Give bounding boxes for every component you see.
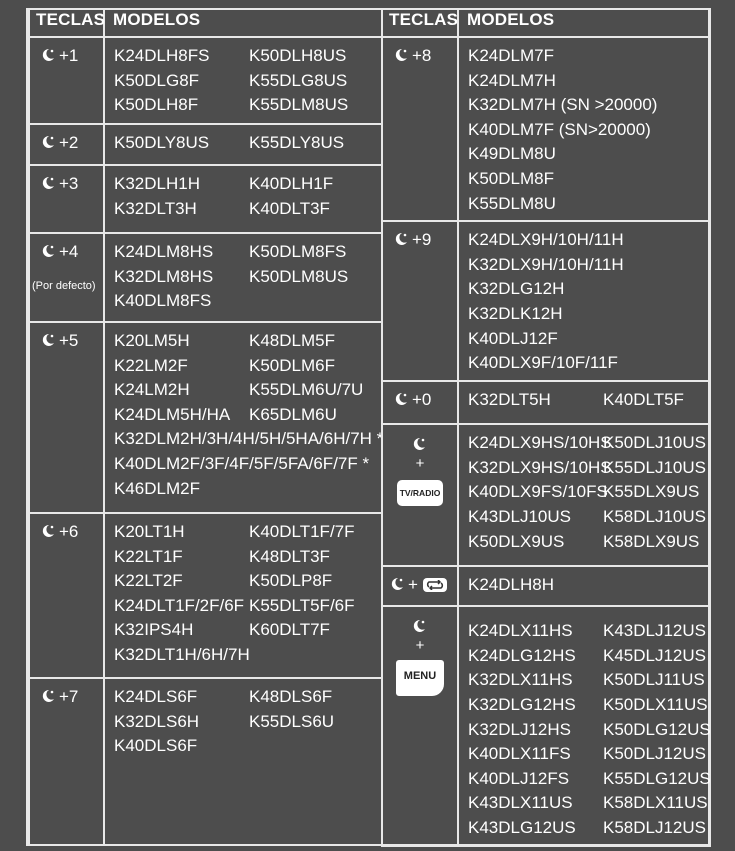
model-name: +5 (59, 331, 79, 350)
model-name: K58DLX9US (603, 531, 700, 551)
model-name: K40DLM2F/3F/4F/5F/5FA/6F/7F * (114, 453, 370, 473)
model-name: K40DLJ12FS (468, 768, 570, 788)
model-name: K24DLM5H/HA (114, 404, 231, 424)
model-name: K55DLJ10US (603, 457, 707, 477)
model-name: K50DLH8US (249, 46, 347, 65)
model-name: K48DLT3F (249, 546, 330, 566)
models-grid (114, 172, 381, 221)
model-name: K50DLH8F (114, 95, 199, 115)
models-grid (114, 685, 381, 759)
model-name: K24DLX9HS/10HS (468, 433, 612, 453)
model-name: K50DLG8F (114, 70, 200, 90)
model-name: K43DLX11US (468, 793, 573, 813)
model-name: K40DLT5F (603, 390, 684, 410)
moon-icon (40, 243, 56, 259)
model-name: K50DLG12US (603, 719, 711, 739)
model-name: K32DLK12H (468, 303, 563, 323)
model-name: +8 (412, 46, 432, 65)
key-cell (382, 381, 458, 424)
table-row (29, 678, 382, 845)
model-name: K55DLS6U (249, 711, 335, 731)
table-row (29, 37, 382, 124)
model-name: K24DLH8FS (114, 46, 210, 65)
table-row (382, 381, 710, 424)
model-name: K32DLJ12HS (468, 719, 572, 739)
model-name: K40DLM8FS (114, 291, 212, 311)
model-name: K55DLT5F/6F (249, 595, 355, 615)
models-cell (104, 322, 382, 513)
model-name: K40DLX9FS/10FS (468, 482, 608, 502)
model-name: K24DLG12HS (468, 645, 576, 665)
model-name: K48DLS6F (249, 687, 333, 706)
key-cell (29, 233, 104, 322)
model-name: K32DLT1H/6H/7H (114, 644, 250, 664)
model-name: K24DLH8H (468, 575, 554, 595)
moon-icon (411, 436, 427, 452)
model-name: K60DLT7F (249, 620, 330, 640)
model-name: K46DLM2F (114, 478, 200, 498)
moon-icon (40, 175, 56, 191)
model-name: K58DLJ12US (603, 817, 707, 837)
model-name: K40DLT1F/7F (249, 522, 355, 541)
model-name: K24DLM7H (468, 70, 556, 90)
model-name: K50DLM8F (468, 168, 554, 188)
models-cell (104, 678, 382, 845)
models-grid (114, 131, 381, 156)
header-keys: TECLAS (29, 9, 104, 37)
model-name: K20LM5H (114, 331, 190, 350)
models-cell (458, 566, 710, 606)
model-name: +6 (59, 522, 79, 541)
model-name: K40DLM7F (SN>20000) (468, 119, 651, 139)
model-name: + (408, 575, 418, 595)
model-name: K49DLM8U (468, 144, 556, 164)
model-name: K22LT1F (114, 546, 183, 566)
table-row (382, 566, 710, 606)
models-grid (114, 240, 381, 314)
model-name: K24DLX9H/10H/11H (468, 230, 624, 250)
table-row (29, 513, 382, 678)
model-name: K22LT2F (114, 571, 183, 591)
model-name: K40DLJ12F (468, 328, 558, 348)
model-name: + (415, 637, 425, 655)
model-name: K48DLM5F (249, 331, 335, 350)
loop-icon (423, 578, 447, 592)
models-grid (468, 388, 709, 413)
key-cell (29, 322, 104, 513)
model-name: K40DLT3F (249, 198, 330, 218)
models-grid (114, 520, 381, 668)
model-name: K55DLY8US (249, 133, 345, 152)
models-cell (104, 233, 382, 322)
model-name: K50DLM6F (249, 355, 335, 375)
model-name: K32DLH1H (114, 174, 200, 193)
model-name: K32DLG12HS (468, 694, 576, 714)
model-name: K24LM2H (114, 380, 190, 400)
model-name: K50DLP8F (249, 571, 333, 591)
moon-icon (40, 134, 56, 150)
moon-icon (40, 523, 56, 539)
model-name: K65DLM6U (249, 404, 337, 424)
model-name: K43DLJ10US (468, 506, 572, 526)
model-name: K55DLM6U/7U (249, 380, 364, 400)
table-row (29, 322, 382, 513)
models-cell (104, 37, 382, 124)
model-name: K40DLS6F (114, 736, 198, 756)
key-cell (29, 124, 104, 165)
models-cell (458, 37, 710, 221)
key-cell (29, 165, 104, 233)
model-name: K43DLJ12US (603, 621, 707, 641)
model-name: K43DLG12US (468, 817, 576, 837)
header-keys: TECLAS (382, 9, 458, 37)
model-name: K24DLS6F (114, 687, 198, 706)
model-name: K32DLT3H (114, 198, 197, 218)
model-name: K32DLX11HS (468, 670, 573, 690)
model-name (249, 289, 381, 314)
table-row (29, 233, 382, 322)
moon-icon (389, 576, 405, 592)
models-cell (458, 606, 710, 845)
model-name: K32DLM2H/3H/4H/5H/5HA/6H/7H * (114, 429, 384, 449)
model-name: +4 (59, 242, 79, 261)
model-name: +2 (59, 133, 79, 152)
models-cell (458, 221, 710, 381)
models-grid (468, 431, 709, 554)
table-row (382, 221, 710, 381)
model-name: K55DLX9US (603, 482, 700, 502)
key-cell (29, 37, 104, 124)
model-name: K50DLY8US (114, 133, 210, 152)
moon-icon (393, 231, 409, 247)
models-cell (458, 424, 710, 566)
model-name: K24DLT1F/2F/6F (114, 595, 245, 615)
model-name: K32DLT5H (468, 390, 551, 410)
model-name: K55DLG8US (249, 70, 348, 90)
model-name: K50DLJ12US (603, 744, 707, 764)
model-name: K50DLX9US (468, 531, 565, 551)
model-name: K50DLM8US (249, 266, 349, 286)
default-note: (Por defecto) (32, 280, 96, 292)
right-table (381, 8, 711, 847)
model-name (249, 643, 381, 668)
table-row (382, 37, 710, 221)
model-name: K32DLM7H (SN >20000) (468, 95, 658, 115)
model-name: K32DLX9H/10H/11H (468, 254, 624, 274)
models-grid (114, 44, 381, 118)
model-name: K24DLM8HS (114, 242, 214, 261)
model-name: K32IPS4H (114, 620, 194, 640)
moon-icon (393, 47, 409, 63)
table-row (382, 606, 710, 845)
model-name (249, 734, 381, 759)
key-cell (382, 606, 458, 845)
key-cell (382, 566, 458, 606)
model-name: K55DLG12US (603, 768, 711, 788)
model-name: K58DLX11US (603, 793, 708, 813)
model-name: K40DLH1F (249, 174, 334, 193)
table-row (382, 424, 710, 566)
model-name: K32DLG12H (468, 279, 565, 299)
model-name: K32DLS6H (114, 711, 200, 731)
model-name: +1 (59, 46, 79, 65)
header-models: MODELOS (104, 9, 382, 37)
moon-icon (393, 391, 409, 407)
model-name: + (415, 455, 425, 473)
model-name: +0 (412, 390, 432, 410)
moon-icon (40, 688, 56, 704)
key-cell (382, 424, 458, 566)
model-name: K22LM2F (114, 355, 188, 375)
model-name: +9 (412, 230, 432, 250)
model-name: K55DLM8U (468, 193, 556, 213)
model-name: K50DLX11US (603, 694, 708, 714)
table-row (29, 124, 382, 165)
model-name: K24DLX11HS (468, 621, 573, 641)
models-cell (104, 165, 382, 233)
moon-icon (40, 332, 56, 348)
moon-icon (411, 618, 427, 634)
models-cell (104, 124, 382, 165)
table-row (29, 165, 382, 233)
model-name: K20LT1H (114, 522, 185, 541)
model-name: K50DLJ11US (603, 670, 705, 690)
model-name: K55DLM8US (249, 95, 349, 115)
tv-radio-button: TV/RADIO (397, 480, 444, 506)
key-cell (29, 678, 104, 845)
header-models: MODELOS (458, 9, 710, 37)
models-grid (468, 619, 709, 840)
model-name: K50DLJ10US (603, 433, 707, 453)
moon-icon (40, 47, 56, 63)
left-table (28, 8, 383, 846)
model-name: K40DLX9F/10F/11F (468, 353, 618, 373)
model-name: K32DLM8HS (114, 266, 214, 286)
model-name: +7 (59, 687, 79, 706)
model-name: K50DLM8FS (249, 242, 347, 261)
key-cell (29, 513, 104, 678)
model-name: K24DLM7F (468, 46, 554, 65)
model-name: +3 (59, 174, 79, 193)
menu-button: MENU (396, 660, 444, 696)
key-cell (382, 37, 458, 221)
model-name: K58DLJ10US (603, 506, 707, 526)
model-name: K32DLX9HS/10HS (468, 457, 612, 477)
models-cell (458, 381, 710, 424)
models-grid (114, 329, 381, 427)
key-cell (382, 221, 458, 381)
model-name: K40DLX11FS (468, 744, 571, 764)
models-cell (104, 513, 382, 678)
model-name: K45DLJ12US (603, 645, 707, 665)
